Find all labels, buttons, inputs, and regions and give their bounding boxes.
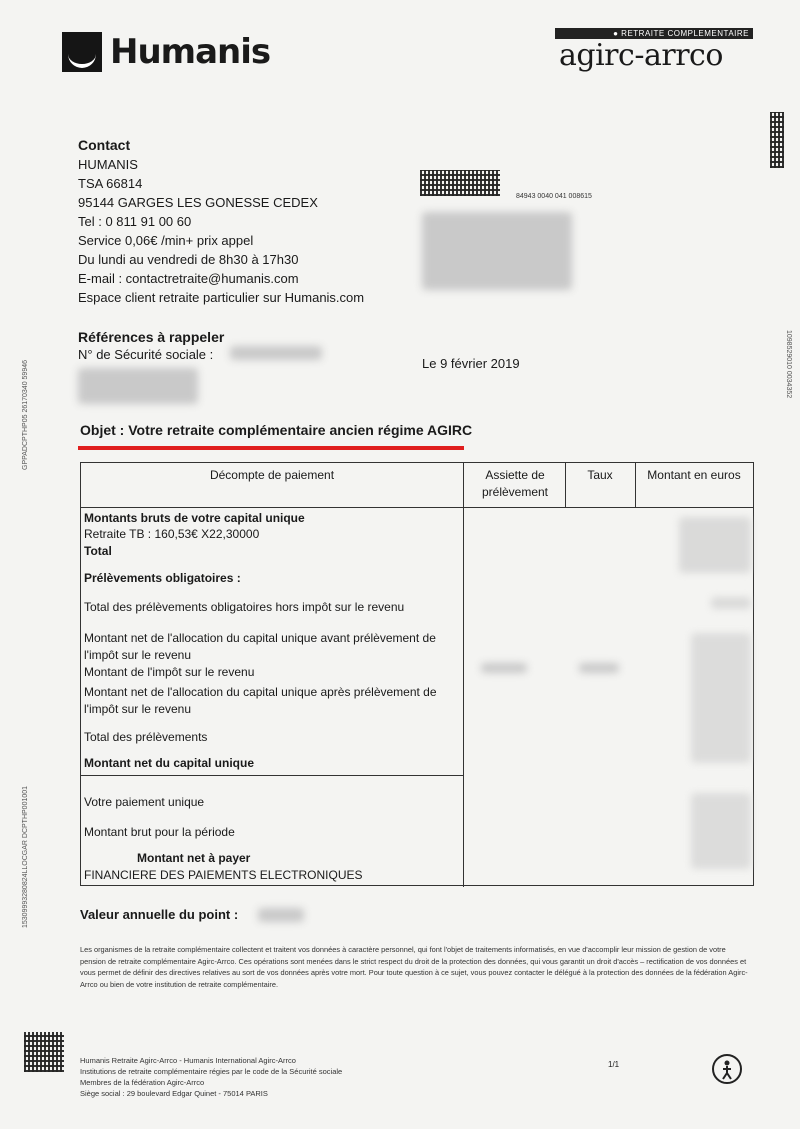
footer-qr-code (24, 1032, 64, 1072)
table-row: Total des prélèvements obligatoires hors impôt sur le revenu (84, 600, 405, 614)
table-row: Total (84, 544, 112, 558)
subject-line: Objet : Votre retraite complémentaire ancien régime AGIRC (80, 422, 473, 438)
header-divider (81, 507, 753, 508)
table-row: Total des prélèvements (84, 730, 208, 744)
recycling-icon (712, 1054, 742, 1084)
contact-hours: Du lundi au vendredi de 8h30 à 17h30 (78, 252, 299, 267)
subject-underline (78, 446, 464, 450)
agirc-arrco-logo (555, 28, 753, 74)
payment-row: FINANCIERE DES PAIEMENTS ELECTRONIQUES (84, 868, 363, 882)
payment-row: Votre paiement unique (84, 795, 205, 809)
humanis-logo-mark (62, 32, 102, 72)
side-reference-left-top: GPPADCPTHP05 26170340 59946 (22, 360, 29, 470)
barcode-number: 84943 0040 041 008615 (516, 193, 592, 200)
table-row: Montant net de l'allocation du capital unique après prélèvement de (84, 685, 437, 699)
contact-line: HUMANIS (78, 157, 138, 172)
table-row: Montants bruts de votre capital unique (84, 511, 305, 525)
header-assiette: Assiette de prélèvement (481, 468, 549, 499)
humanis-logo-text: Humanis (110, 32, 271, 72)
table-row: Montant de l'impôt sur le revenu (84, 665, 255, 679)
table-row: Retraite TB : 160,53€ X22,30000 (84, 527, 260, 541)
table-row: Montant net du capital unique (84, 756, 254, 770)
footer-line: Siège social : 29 boulevard Edgar Quinet - 75014 PARIS (80, 1089, 268, 1098)
contact-title: Contact (78, 137, 131, 153)
table-row: l'impôt sur le revenu (84, 648, 192, 662)
ssn-redacted (230, 346, 322, 360)
section-divider (81, 775, 463, 776)
side-barcode (770, 112, 784, 168)
ssn-label: N° de Sécurité sociale : (78, 347, 214, 362)
contact-line: 95144 GARGES LES GONESSE CEDEX (78, 195, 318, 210)
header-montant: Montant en euros (647, 468, 741, 482)
agirc-logo-text: agirc-arrco (559, 38, 723, 73)
table-row: Prélèvements obligatoires : (84, 571, 241, 585)
montant-values-redacted (711, 597, 751, 609)
table-row: Montant net de l'allocation du capital unique avant prélèvement de (84, 631, 436, 645)
contact-block (78, 136, 364, 307)
table-row: l'impôt sur le revenu (84, 702, 192, 716)
humanis-logo (62, 30, 271, 80)
contact-phone: Tel : 0 811 91 00 60 (78, 214, 192, 229)
contact-line: Espace client retraite particulier sur Humanis.com (78, 290, 365, 305)
reference-redacted (78, 368, 198, 404)
column-divider (463, 463, 464, 887)
payment-row: Montant brut pour la période (84, 825, 235, 839)
page-number: 1/1 (608, 1060, 620, 1069)
montant-values-redacted (679, 517, 751, 573)
payment-table (80, 462, 754, 886)
contact-line: TSA 66814 (78, 176, 143, 191)
side-reference-right: 1098529010 0034352 (785, 330, 792, 399)
agirc-band-text: ● RETRAITE COMPLEMENTAIRE (555, 28, 753, 39)
footer-block (80, 1055, 342, 1099)
header-decompte: Décompte de paiement (209, 468, 335, 482)
references-title: Références à rappeler (78, 329, 225, 345)
contact-line: Service 0,06€ /min+ prix appel (78, 233, 254, 248)
taux-value-redacted (579, 663, 619, 673)
side-reference-left-bottom: 15309993280824LLOCGAR DCPTHP001001 (22, 785, 29, 928)
recipient-address-redacted (422, 212, 572, 290)
footer-line: Membres de la fédération Agirc-Arrco (80, 1078, 205, 1087)
assiette-value-redacted (481, 663, 527, 673)
references-block (78, 328, 224, 364)
payment-row: Montant net à payer (137, 851, 251, 865)
montant-values-redacted (691, 633, 751, 763)
header-taux: Taux (587, 468, 613, 482)
footer-line: Institutions de retraite complémentaire régies par le code de la Sécurité sociale (80, 1067, 343, 1076)
datamatrix-barcode (420, 170, 500, 196)
point-value-redacted (258, 908, 304, 922)
point-value-label: Valeur annuelle du point : (80, 907, 239, 922)
contact-email: E-mail : contactretraite@humanis.com (78, 271, 299, 286)
privacy-notice: Les organismes de la retraite complémentaire collectent et traitent vos données à caractère personnel, qui font l'objet de traitements informatisés, en vue d'accomplir leur mission de gestion de votre pension de retraite complémentaire Agirc-Arrco. Ces opérations sont menées dans le strict respect du droit de la protection des données, qui vous garantit un droit d'accès – rectification de vos données et vous permet de définir des directives relatives au sort de vos données après votre mort. Pour toute question à ce sujet, vous pouvez contacter le délégué à la protection des données de la fédération Agirc-Arrco ou bien de votre institution de retraite complémentaire. (80, 945, 748, 989)
footer-line: Humanis Retraite Agirc-Arrco - Humanis International Agirc-Arrco (80, 1056, 296, 1065)
letter-date: Le 9 février 2019 (422, 356, 520, 371)
montant-values-redacted (691, 793, 751, 869)
